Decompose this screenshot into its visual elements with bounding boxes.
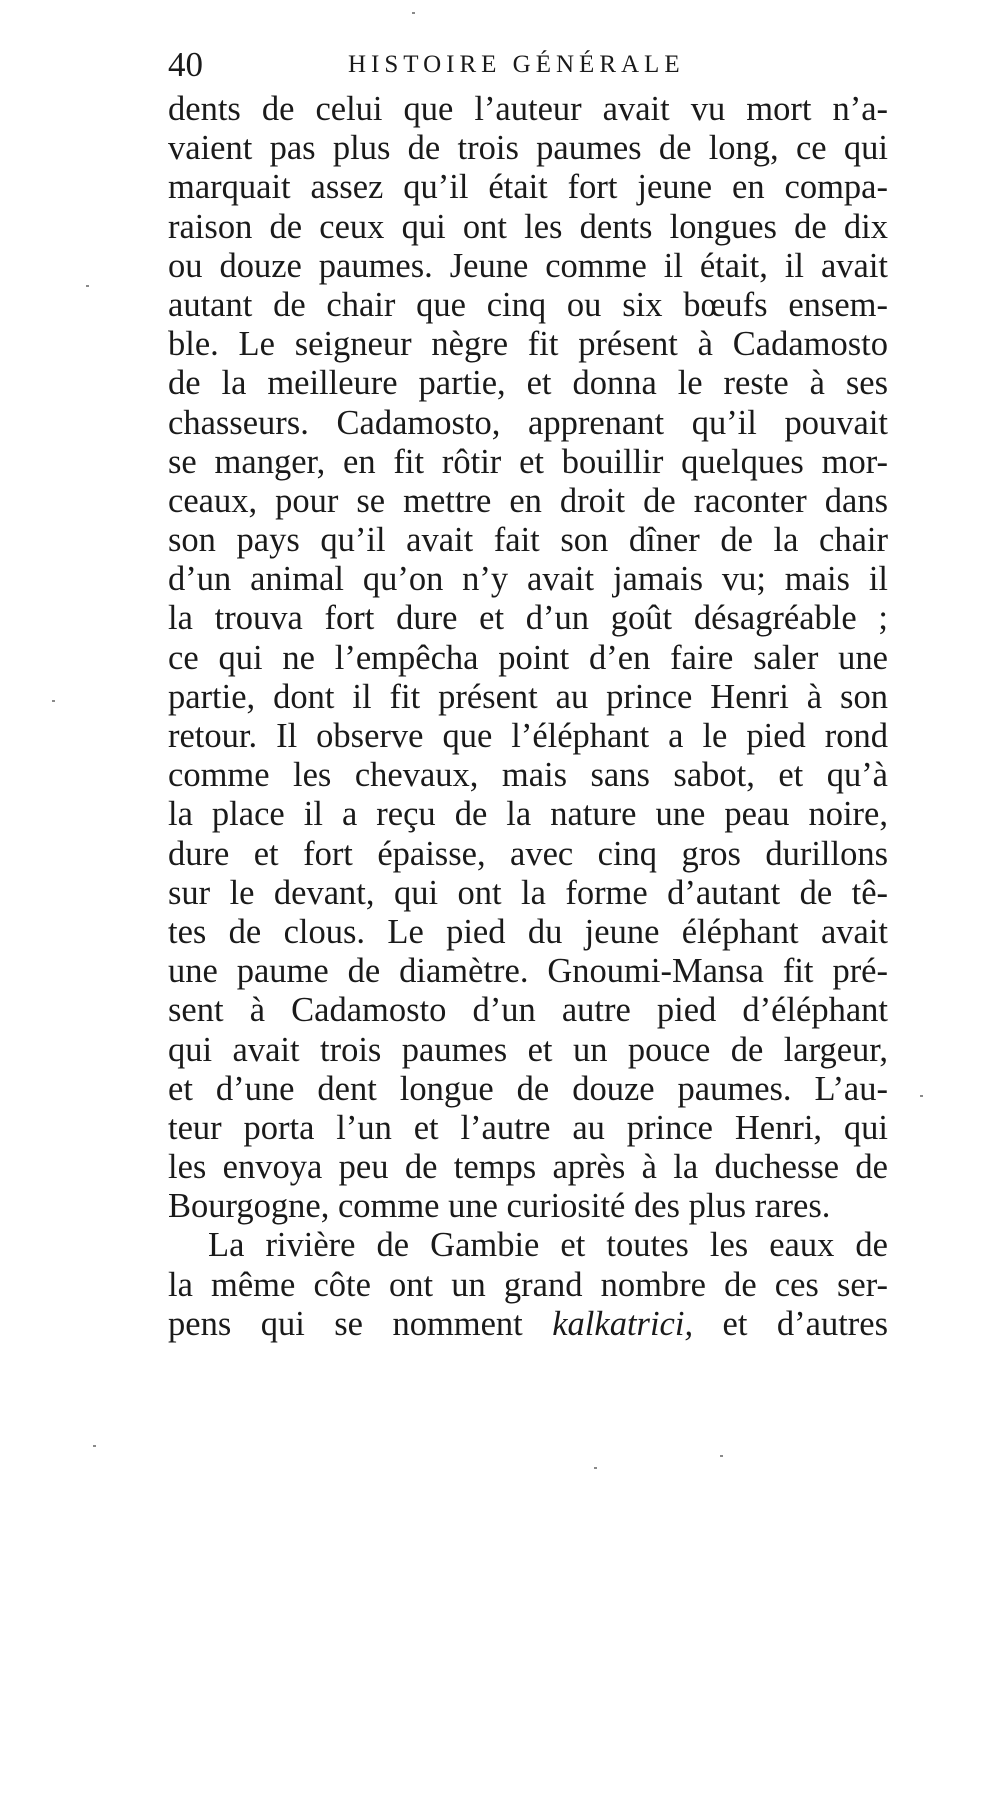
text-line: raison de ceux qui ont les dents longues de dix — [168, 207, 888, 246]
text-line: d’un animal qu’on n’y avait jamais vu; mais il — [168, 560, 888, 599]
text-line: marquait assez qu’il était fort jeune en compa- — [168, 168, 888, 207]
text-line: se manger, en fit rôtir et bouillir quelques mor- — [168, 442, 888, 481]
body-text — [168, 90, 888, 1344]
line-segment: pens qui se nomment — [168, 1304, 523, 1343]
text-line: vaient pas plus de trois paumes de long, ce qui — [168, 129, 888, 168]
text-line: partie, dont il fit présent au prince Henri à son — [168, 677, 888, 716]
italic-term: kalkatrici, — [552, 1304, 694, 1343]
text-line: dure et fort épaisse, avec cinq gros durillons — [168, 834, 888, 873]
text-line: ce qui ne l’empêcha point d’en faire saler une — [168, 638, 888, 677]
text-line: ble. Le seigneur nègre fit présent à Cadamosto — [168, 325, 888, 364]
text-line: tes de clous. Le pied du jeune éléphant avait — [168, 912, 888, 951]
line-segment: et d’autres — [722, 1304, 889, 1343]
print-speck — [720, 1455, 723, 1457]
print-speck — [594, 1467, 597, 1469]
text-line: Bourgogne, comme une curiosité des plus rares. — [168, 1187, 831, 1226]
text-line: de la meilleure partie, et donna le reste à ses — [168, 364, 888, 403]
text-line: autant de chair que cinq ou six bœufs ensem- — [168, 285, 888, 324]
text-line: les envoya peu de temps après à la duchesse de — [168, 1148, 888, 1187]
text-line: une paume de diamètre. Gnoumi-Mansa fit pré- — [168, 952, 888, 991]
text-line: la même côte ont un grand nombre de ces ser- — [168, 1265, 888, 1304]
print-speck — [93, 1445, 96, 1447]
print-speck — [920, 1095, 923, 1097]
text-line: teur porta l’un et l’autre au prince Henri, qui — [168, 1108, 888, 1147]
text-line: sur le devant, qui ont la forme d’autant de tê- — [168, 873, 888, 912]
running-head — [168, 40, 888, 90]
text-line: ceaux, pour se mettre en droit de raconter dans — [168, 481, 888, 520]
text-line-with-italic — [168, 1305, 888, 1344]
text-line: comme les chevaux, mais sans sabot, et qu’à — [168, 756, 888, 795]
print-speck — [412, 12, 415, 14]
print-speck — [52, 700, 55, 702]
print-speck — [86, 285, 89, 287]
text-line: chasseurs. Cadamosto, apprenant qu’il pouvait — [168, 403, 888, 442]
text-line: et d’une dent longue de douze paumes. L’au- — [168, 1069, 888, 1108]
text-line: sent à Cadamosto d’un autre pied d’éléphant — [168, 991, 888, 1030]
running-title: HISTOIRE GÉNÉRALE — [348, 51, 685, 78]
text-line: qui avait trois paumes et un pouce de largeur, — [168, 1030, 888, 1069]
text-line: son pays qu’il avait fait son dîner de la chair — [168, 521, 888, 560]
text-line: la trouva fort dure et d’un goût désagréable ; — [168, 599, 888, 638]
text-line: la place il a reçu de la nature une peau noire, — [168, 795, 888, 834]
text-line: ou douze paumes. Jeune comme il était, il avait — [168, 246, 888, 285]
page-number: 40 — [168, 45, 203, 84]
paragraph-first-line: La rivière de Gambie et toutes les eaux de — [208, 1226, 888, 1265]
text-line: retour. Il observe que l’éléphant a le pied rond — [168, 717, 888, 755]
text-line: dents de celui que l’auteur avait vu mort n’a- — [168, 90, 888, 128]
